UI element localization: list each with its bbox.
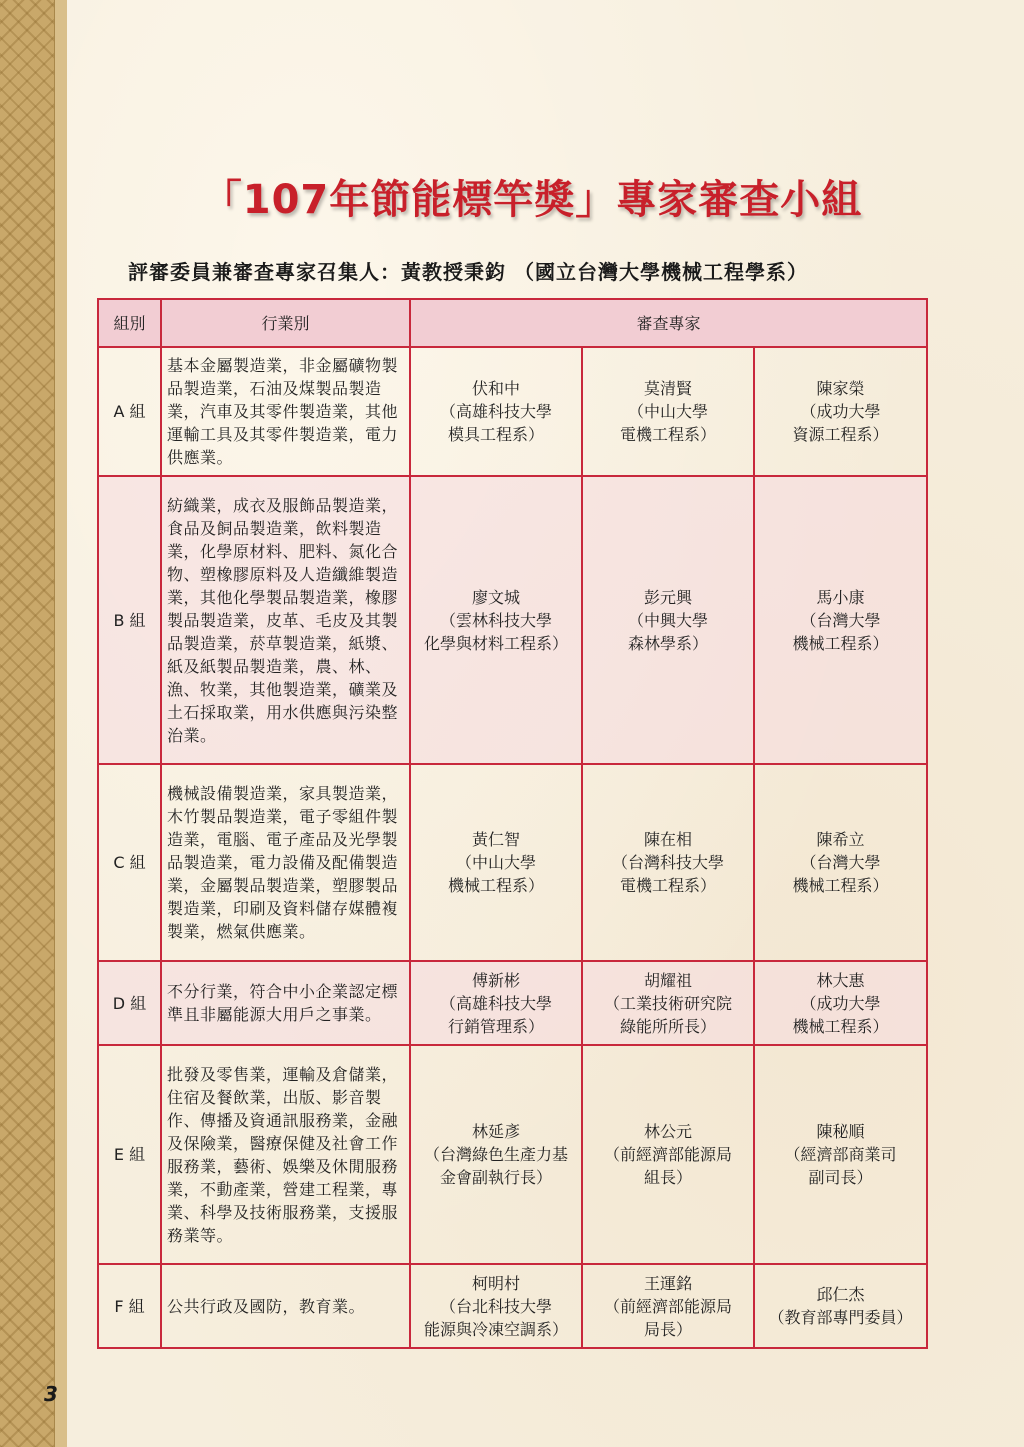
expert-cell	[582, 961, 754, 1045]
expert-affiliation: 森林學系）	[627, 633, 708, 653]
expert-name: 胡耀祖	[643, 970, 692, 990]
expert-affiliation: （高雄科技大學	[439, 402, 552, 421]
expert-affiliation: （台北科技大學	[439, 1296, 552, 1316]
expert-cell	[582, 476, 754, 764]
expert-name: 陳秘順	[816, 1122, 865, 1141]
expert-affiliation: （高雄科技大學	[439, 993, 552, 1013]
expert-affiliation: （經濟部商業司	[784, 1145, 897, 1164]
expert-affiliation: （中山大學	[455, 853, 536, 872]
expert-affiliation: 模具工程系）	[447, 425, 544, 444]
expert-affiliation: 能源與冷凍空調系）	[423, 1319, 568, 1339]
expert-name: 林公元	[643, 1122, 692, 1141]
table-row	[98, 476, 927, 764]
industry-cell: 不分行業，符合中小企業認定標準且非屬能源大用戶之事業。	[161, 961, 410, 1045]
expert-affiliation: （成功大學	[800, 993, 881, 1013]
expert-name: 邱仁杰	[816, 1285, 865, 1304]
expert-name: 陳希立	[816, 830, 865, 849]
expert-cell	[410, 764, 582, 961]
expert-name: 陳家榮	[816, 379, 865, 398]
expert-name: 莫清賢	[643, 379, 692, 398]
expert-affiliation: 綠能所所長）	[619, 1016, 716, 1036]
group-cell: B 組	[98, 476, 161, 764]
expert-affiliation: 機械工程系）	[447, 876, 544, 895]
expert-cell	[410, 476, 582, 764]
group-cell: D 組	[98, 961, 161, 1045]
expert-name: 林延彥	[471, 1122, 520, 1141]
expert-name: 伏和中	[471, 379, 520, 398]
group-cell: E 組	[98, 1045, 161, 1264]
expert-affiliation: （台灣大學	[800, 610, 881, 630]
table-row	[98, 961, 927, 1045]
page-title: 「107年節能標竿獎」專家審查小組	[201, 177, 863, 223]
expert-name: 王運銘	[643, 1273, 692, 1293]
expert-affiliation: 副司長）	[808, 1168, 873, 1187]
header-experts: 審查專家	[410, 299, 927, 347]
industry-cell: 公共行政及國防，教育業。	[161, 1264, 410, 1348]
expert-affiliation: （成功大學	[800, 402, 881, 421]
header-group: 組別	[98, 299, 161, 347]
expert-affiliation: 行銷管理系）	[447, 1016, 544, 1036]
expert-affiliation: （中興大學	[627, 610, 708, 630]
expert-affiliation: （台灣大學	[800, 853, 881, 872]
expert-cell	[410, 961, 582, 1045]
expert-affiliation: （前經濟部能源局	[603, 1296, 732, 1316]
industry-cell: 紡織業，成衣及服飾品製造業，食品及飼品製造業，飲料製造業，化學原材料、肥料、氮化合物、塑橡膠原料及人造纖維製造業，其他化學製品製造業，橡膠製品製造業，皮革、毛皮及其製品製造業，菸草製造業，紙漿、紙及紙製品製造業，農、林、漁、牧業，其他製造業，礦業及土石採取業，用水供應與污染整治業。	[161, 476, 410, 764]
expert-affiliation: （教育部專門委員）	[768, 1308, 913, 1327]
expert-cell	[410, 347, 582, 476]
expert-affiliation: 金會副執行長）	[439, 1168, 552, 1187]
table-row	[98, 1045, 927, 1264]
table-row	[98, 1264, 927, 1348]
header-industry: 行業別	[161, 299, 410, 347]
expert-review-table	[97, 298, 928, 1349]
expert-cell	[754, 764, 927, 961]
expert-affiliation: （前經濟部能源局	[603, 1145, 732, 1164]
industry-cell: 基本金屬製造業，非金屬礦物製品製造業，石油及煤製品製造業，汽車及其零件製造業，其他運輸工具及其零件製造業，電力供應業。	[161, 347, 410, 476]
group-cell: F 組	[98, 1264, 161, 1348]
table-row	[98, 764, 927, 961]
table-row	[98, 347, 927, 476]
expert-name: 廖文城	[471, 587, 520, 607]
expert-name: 彭元興	[643, 587, 692, 607]
expert-affiliation: 電機工程系）	[619, 425, 716, 444]
expert-affiliation: （雲林科技大學	[439, 610, 552, 630]
expert-name: 陳在相	[643, 830, 692, 849]
expert-cell	[754, 476, 927, 764]
expert-affiliation: 機械工程系）	[792, 633, 889, 653]
expert-affiliation: 機械工程系）	[792, 1016, 889, 1036]
group-cell: A 組	[98, 347, 161, 476]
expert-cell	[582, 764, 754, 961]
industry-cell: 機械設備製造業，家具製造業，木竹製品製造業，電子零組件製造業，電腦、電子產品及光學製品製造業，電力設備及配備製造業，金屬製品製造業，塑膠製品製造業，印刷及資料儲存媒體複製業，燃氣供應業。	[161, 764, 410, 961]
expert-cell	[410, 1045, 582, 1264]
expert-cell	[410, 1264, 582, 1348]
expert-cell	[582, 1045, 754, 1264]
expert-cell	[582, 1264, 754, 1348]
expert-name: 黃仁智	[471, 830, 520, 849]
expert-affiliation: 資源工程系）	[792, 425, 889, 444]
expert-affiliation: 機械工程系）	[792, 876, 889, 895]
expert-name: 柯明村	[471, 1273, 520, 1293]
page-number: 3	[44, 1382, 58, 1406]
expert-affiliation: （工業技術研究院	[603, 993, 732, 1013]
expert-affiliation: （中山大學	[627, 402, 708, 421]
expert-affiliation: 局長）	[643, 1319, 692, 1339]
expert-name: 傅新彬	[471, 970, 520, 990]
expert-cell	[754, 347, 927, 476]
expert-cell	[754, 1045, 927, 1264]
expert-affiliation: （台灣綠色生產力基	[423, 1145, 568, 1164]
convener-line: 評審委員兼審查專家召集人：黃教授秉鈞 （國立台灣大學機械工程學系）	[128, 260, 808, 284]
table-header-row	[98, 299, 927, 347]
expert-name: 林大惠	[816, 970, 865, 990]
expert-cell	[582, 347, 754, 476]
expert-affiliation: （台灣科技大學	[611, 853, 724, 872]
expert-affiliation: 組長）	[643, 1168, 692, 1187]
expert-cell	[754, 961, 927, 1045]
expert-cell	[754, 1264, 927, 1348]
group-cell: C 組	[98, 764, 161, 961]
industry-cell: 批發及零售業，運輸及倉儲業，住宿及餐飲業，出版、影音製作、傳播及資通訊服務業，金融及保險業，醫療保健及社會工作服務業，藝術、娛樂及休閒服務業，不動產業，營建工程業，專業、科學及技術服務業，支援服務業等。	[161, 1045, 410, 1264]
expert-name: 馬小康	[816, 587, 865, 607]
expert-affiliation: 化學與材料工程系）	[423, 633, 568, 653]
expert-affiliation: 電機工程系）	[619, 876, 716, 895]
